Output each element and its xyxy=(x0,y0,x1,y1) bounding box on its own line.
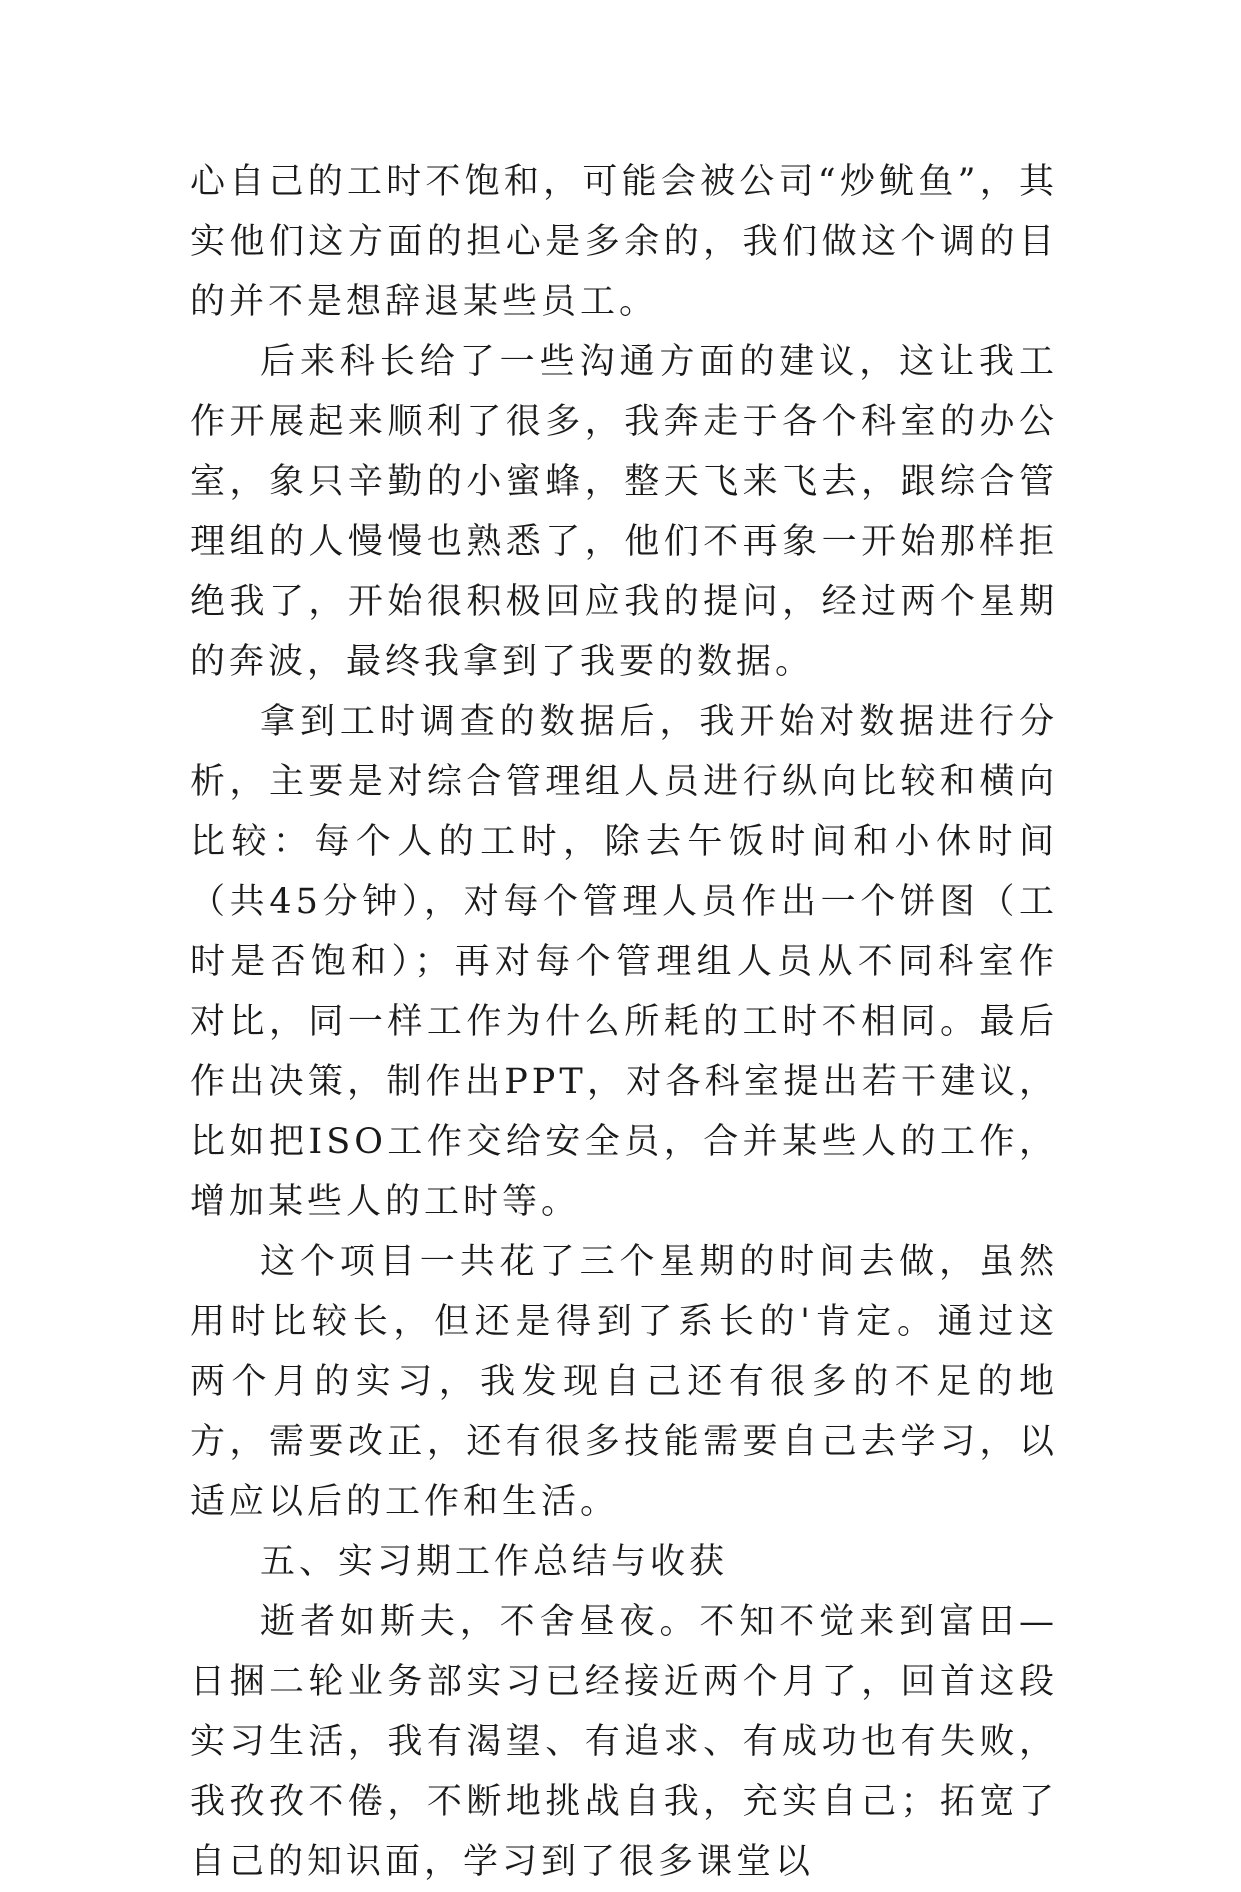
paragraph-communication-advice: 后来科长给了一些沟通方面的建议，这让我工作开展起来顺利了很多，我奔走于各个科室的办公室，象只辛勤的小蜜蜂，整天飞来飞去，跟综合管理组的人慢慢也熟悉了，他们不再象一开始那样拒绝我了，开始很积极回应我的提问，经过两个星期的奔波，最终我拿到了我要的数据。 xyxy=(190,342,1058,682)
paragraph-internship-reflection: 逝者如斯夫，不舍昼夜。不知不觉来到富田—日捆二轮业务部实习已经接近两个月了，回首这段实习生活，我有渴望、有追求、有成功也有失败，我孜孜不倦，不断地挑战自我，充实自己；拓宽了自己的知识面，学习到了很多课堂以 xyxy=(190,1602,1058,1882)
document-page xyxy=(190,152,1058,1892)
paragraph-continued-worry: 心自己的工时不饱和，可能会被公司“炒鱿鱼”，其实他们这方面的担心是多余的，我们做这个调的目的并不是想辞退某些员工。 xyxy=(190,162,1058,322)
section-heading-five: 五、实习期工作总结与收获 xyxy=(260,1542,729,1582)
paragraph-data-analysis: 拿到工时调查的数据后，我开始对数据进行分析，主要是对综合管理组人员进行纵向比较和横向比较：每个人的工时，除去午饭时间和小休时间（共45分钟），对每个管理人员作出一个饼图（工时是否饱和）；再对每个管理组人员从不同科室作对比，同一样工作为什么所耗的工时不相同。最后作出决策，制作出PPT，对各科室提出若干建议，比如把ISO工作交给安全员，合并某些人的工作，增加某些人的工时等。 xyxy=(190,702,1058,1222)
paragraph-project-summary: 这个项目一共花了三个星期的时间去做，虽然用时比较长，但还是得到了系长的'肯定。通过这两个月的实习，我发现自己还有很多的不足的地方，需要改正，还有很多技能需要自己去学习，以适应以后的工作和生活。 xyxy=(190,1242,1058,1522)
